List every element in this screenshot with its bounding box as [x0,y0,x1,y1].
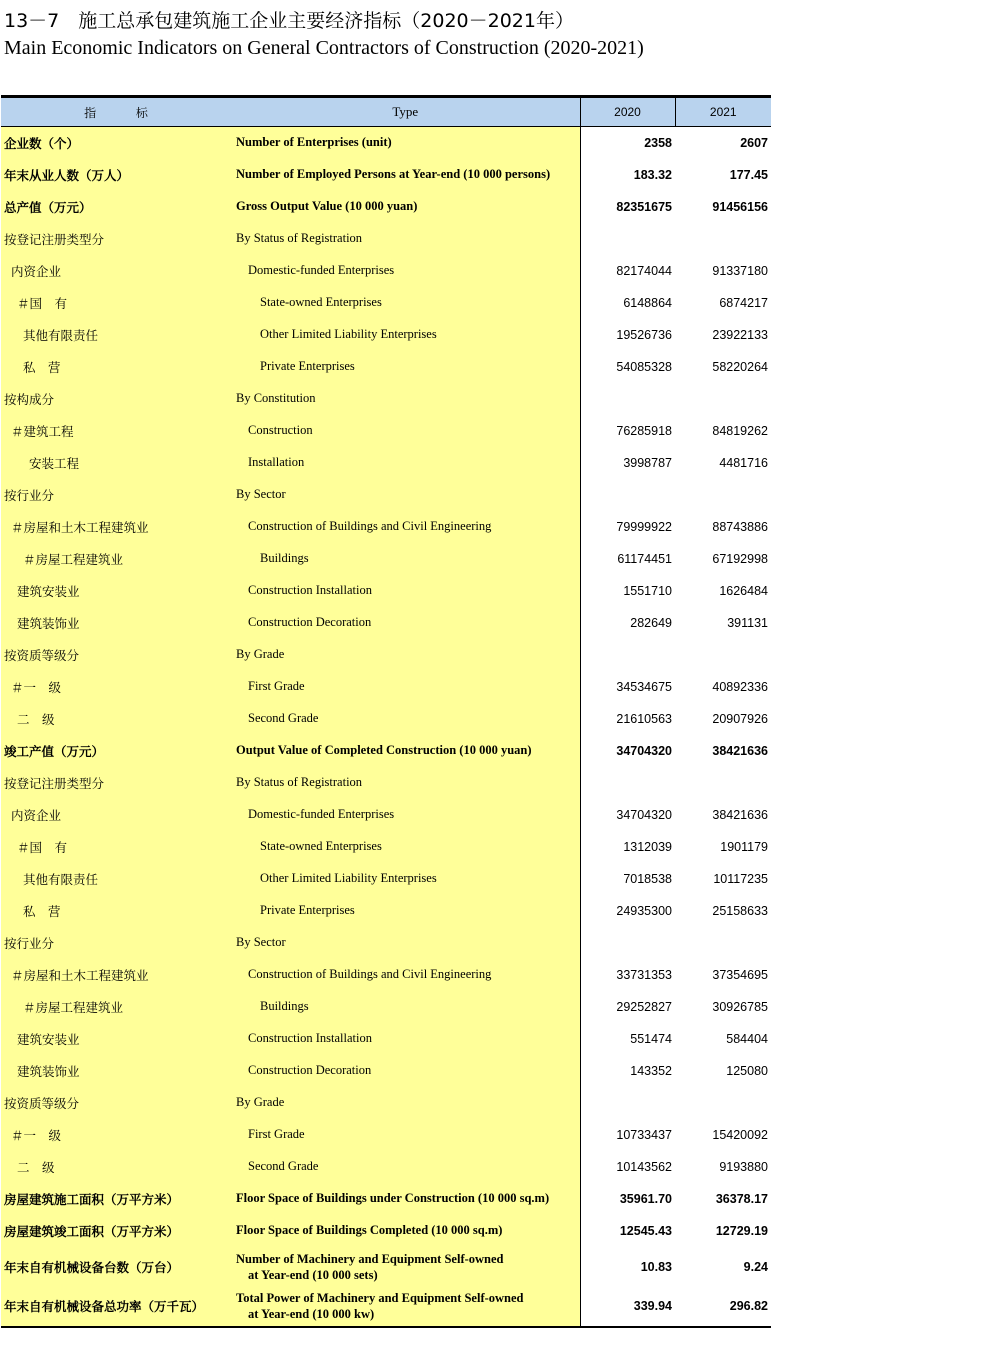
indicator-en: Other Limited Liability Enterprises [231,863,580,895]
indicator-cn: 二 级 [1,703,231,735]
indicator-en: Second Grade [231,703,580,735]
value-2020: 33731353 [580,959,675,991]
indicator-en: Construction [231,415,580,447]
value-2021: 1901179 [675,831,771,863]
table-row [1,223,771,255]
table-row [1,991,771,1023]
indicator-en: State-owned Enterprises [231,831,580,863]
table-row [1,639,771,671]
indicator-en-line2: at Year-end (10 000 sets) [248,1267,378,1282]
indicator-en: By Sector [231,927,580,959]
value-2020: 143352 [580,1055,675,1087]
indicator-cn: 内资企业 [1,799,231,831]
indicator-cn: 其他有限责任 [1,319,231,351]
table-row [1,191,771,223]
indicator-en: Number of Enterprises (unit) [231,127,580,159]
table-row [1,1055,771,1087]
indicator-cn: 建筑安装业 [1,575,231,607]
value-2020: 82351675 [580,191,675,223]
indicator-cn: 按资质等级分 [1,1087,231,1119]
table-row [1,799,771,831]
indicator-en: Floor Space of Buildings under Construction (10 000 sq.m) [231,1183,580,1215]
table-row [1,671,771,703]
indicator-cn: 房屋建筑竣工面积（万平方米） [1,1215,231,1247]
value-2020 [580,639,675,671]
indicator-cn: 安装工程 [1,447,231,479]
indicator-en: Construction Installation [231,575,580,607]
indicator-en: Buildings [231,991,580,1023]
indicator-cn: 建筑装饰业 [1,607,231,639]
value-2020: 29252827 [580,991,675,1023]
indicator-en: Construction Decoration [231,607,580,639]
indicator-cn: 按行业分 [1,927,231,959]
indicator-cn: 内资企业 [1,255,231,287]
table-header-row [1,97,771,127]
indicators-table [1,95,771,1328]
value-2021: 67192998 [675,543,771,575]
table-row [1,1119,771,1151]
value-2020 [580,1087,675,1119]
value-2021: 15420092 [675,1119,771,1151]
indicator-cn: ＃房屋和土木工程建筑业 [1,959,231,991]
page-title-cn: 13－7 施工总承包建筑施工企业主要经济指标（2020－2021年） [4,10,574,32]
indicator-en: Private Enterprises [231,895,580,927]
indicator-cn: 私 营 [1,895,231,927]
value-2021: 91337180 [675,255,771,287]
value-2020: 79999922 [580,511,675,543]
indicator-en-line2: at Year-end (10 000 kw) [248,1307,375,1321]
table-row [1,1087,771,1119]
value-2021: 9193880 [675,1151,771,1183]
table-row [1,415,771,447]
value-2020: 34704320 [580,799,675,831]
indicator-en: Installation [231,447,580,479]
value-2021: 38421636 [675,735,771,767]
indicator-cn: ＃一 级 [1,1119,231,1151]
indicator-en: By Status of Registration [231,223,580,255]
value-2020: 82174044 [580,255,675,287]
indicator-en: Domestic-funded Enterprises [231,799,580,831]
indicator-cn: 年末从业人数（万人） [1,159,231,191]
indicator-cn: 二 级 [1,1151,231,1183]
table-row [1,255,771,287]
table-row [1,607,771,639]
value-2020: 6148864 [580,287,675,319]
table-row [1,959,771,991]
indicator-cn: ＃房屋工程建筑业 [1,543,231,575]
indicator-cn: 年末自有机械设备台数（万台） [1,1247,231,1287]
indicator-en: Construction Installation [231,1023,580,1055]
value-2020: 3998787 [580,447,675,479]
table-row [1,543,771,575]
value-2021 [675,639,771,671]
value-2020: 35961.70 [580,1183,675,1215]
page-title-en: Main Economic Indicators on General Contractors of Construction (2020-2021) [4,37,644,59]
value-2021 [675,767,771,799]
value-2021: 36378.17 [675,1183,771,1215]
indicator-cn: 建筑安装业 [1,1023,231,1055]
indicator-en-line1: Number of Machinery and Equipment Self-owned [236,1251,504,1266]
table-row [1,1215,771,1247]
value-2020: 339.94 [580,1287,675,1327]
indicator-cn: 年末自有机械设备总功率（万千瓦） [1,1287,231,1327]
indicator-cn: 竣工产值（万元） [1,735,231,767]
table-row [1,319,771,351]
indicator-en: First Grade [231,671,580,703]
value-2021 [675,383,771,415]
value-2021: 58220264 [675,351,771,383]
value-2020: 34704320 [580,735,675,767]
indicator-en [231,1287,580,1327]
indicator-cn: ＃房屋工程建筑业 [1,991,231,1023]
value-2021 [675,1087,771,1119]
value-2021: 9.24 [675,1247,771,1287]
indicator-cn: ＃国 有 [1,287,231,319]
value-2021 [675,927,771,959]
value-2021: 584404 [675,1023,771,1055]
header-type: Type [231,97,580,127]
indicator-cn: 按登记注册类型分 [1,767,231,799]
indicator-en: Floor Space of Buildings Completed (10 000 sq.m) [231,1215,580,1247]
table-row [1,287,771,319]
value-2021: 91456156 [675,191,771,223]
table-row [1,127,771,159]
indicator-cn: ＃建筑工程 [1,415,231,447]
indicator-cn: 企业数（个） [1,127,231,159]
table-row [1,1183,771,1215]
indicator-cn: 总产值（万元） [1,191,231,223]
value-2021: 88743886 [675,511,771,543]
indicator-cn: ＃国 有 [1,831,231,863]
value-2021: 20907926 [675,703,771,735]
value-2020: 12545.43 [580,1215,675,1247]
indicator-en: By Status of Registration [231,767,580,799]
indicator-en: By Grade [231,1087,580,1119]
indicator-en: Domestic-funded Enterprises [231,255,580,287]
value-2020: 61174451 [580,543,675,575]
value-2021: 38421636 [675,799,771,831]
table-row [1,159,771,191]
value-2021 [675,223,771,255]
indicator-en: Other Limited Liability Enterprises [231,319,580,351]
value-2020 [580,383,675,415]
header-year-2021: 2021 [675,97,771,127]
value-2020: 34534675 [580,671,675,703]
value-2020: 10143562 [580,1151,675,1183]
value-2020: 1551710 [580,575,675,607]
indicator-en: Construction of Buildings and Civil Engineering [231,511,580,543]
indicator-cn: 按构成分 [1,383,231,415]
value-2021: 37354695 [675,959,771,991]
value-2020 [580,479,675,511]
value-2020: 183.32 [580,159,675,191]
indicator-en: Output Value of Completed Construction (10 000 yuan) [231,735,580,767]
indicator-cn: 私 营 [1,351,231,383]
header-indicator: 指 标 [1,97,231,127]
table-row [1,479,771,511]
value-2020: 282649 [580,607,675,639]
value-2021: 10117235 [675,863,771,895]
value-2021: 4481716 [675,447,771,479]
value-2021: 125080 [675,1055,771,1087]
table-row [1,927,771,959]
value-2021: 84819262 [675,415,771,447]
value-2020: 10.83 [580,1247,675,1287]
indicator-en: By Grade [231,639,580,671]
value-2020: 2358 [580,127,675,159]
indicator-en: Private Enterprises [231,351,580,383]
value-2021: 6874217 [675,287,771,319]
value-2021: 23922133 [675,319,771,351]
table-row [1,703,771,735]
table-row [1,447,771,479]
indicator-cn: 按资质等级分 [1,639,231,671]
value-2020: 54085328 [580,351,675,383]
indicator-en: Number of Employed Persons at Year-end (10 000 persons) [231,159,580,191]
table-row [1,383,771,415]
value-2020: 10733437 [580,1119,675,1151]
value-2020: 551474 [580,1023,675,1055]
header-year-2020: 2020 [580,97,675,127]
indicator-cn: 按登记注册类型分 [1,223,231,255]
value-2020: 76285918 [580,415,675,447]
table-row [1,767,771,799]
table-row [1,735,771,767]
indicator-en: Construction Decoration [231,1055,580,1087]
indicator-cn: 房屋建筑施工面积（万平方米） [1,1183,231,1215]
value-2021: 40892336 [675,671,771,703]
value-2021 [675,479,771,511]
indicator-cn: ＃一 级 [1,671,231,703]
table-row [1,351,771,383]
table-row [1,1151,771,1183]
table-row [1,511,771,543]
table-row [1,1247,771,1287]
table-row [1,863,771,895]
value-2021: 30926785 [675,991,771,1023]
indicator-en: By Sector [231,479,580,511]
value-2020: 7018538 [580,863,675,895]
value-2021: 296.82 [675,1287,771,1327]
value-2021: 1626484 [675,575,771,607]
value-2020 [580,927,675,959]
indicator-en: State-owned Enterprises [231,287,580,319]
value-2021: 2607 [675,127,771,159]
indicator-en [231,1247,580,1287]
value-2021: 391131 [675,607,771,639]
table-row [1,575,771,607]
value-2021: 12729.19 [675,1215,771,1247]
indicator-en-line1: Total Power of Machinery and Equipment Self-owned [236,1291,524,1305]
value-2020: 21610563 [580,703,675,735]
indicator-cn: ＃房屋和土木工程建筑业 [1,511,231,543]
table-row [1,831,771,863]
table-row [1,895,771,927]
value-2020: 19526736 [580,319,675,351]
indicator-en: First Grade [231,1119,580,1151]
value-2020 [580,223,675,255]
value-2020: 1312039 [580,831,675,863]
indicator-en: Second Grade [231,1151,580,1183]
value-2021: 25158633 [675,895,771,927]
indicator-cn: 建筑装饰业 [1,1055,231,1087]
indicator-cn: 其他有限责任 [1,863,231,895]
table-row [1,1023,771,1055]
indicator-en: Construction of Buildings and Civil Engineering [231,959,580,991]
indicator-en: By Constitution [231,383,580,415]
indicator-en: Gross Output Value (10 000 yuan) [231,191,580,223]
indicator-cn: 按行业分 [1,479,231,511]
value-2020: 24935300 [580,895,675,927]
value-2021: 177.45 [675,159,771,191]
table-body [1,127,771,1327]
table-row [1,1287,771,1327]
indicator-en: Buildings [231,543,580,575]
value-2020 [580,767,675,799]
